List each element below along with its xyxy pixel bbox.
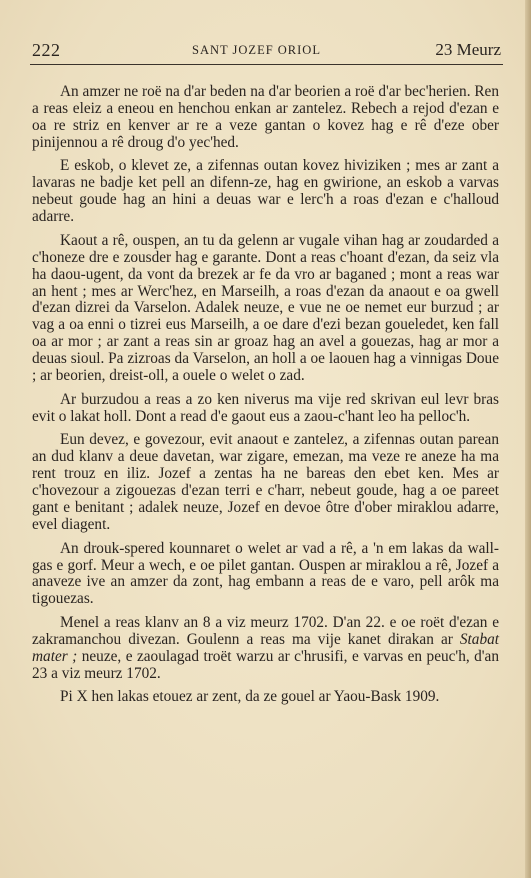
page-header [32, 40, 501, 64]
paragraph-8: Pi X hen lakas etouez ar zent, da ze gouel ar Yaou-Bask 1909. [60, 688, 440, 706]
body-text [32, 84, 499, 713]
stabat-mater-italic: Stabat mater ; [32, 630, 499, 665]
header-rule [30, 64, 503, 65]
page-edge [525, 0, 531, 878]
running-title: SANT JOZEF ORIOL [192, 43, 321, 57]
paragraph-7-end: neuze, e zaoulagad troët warzu ar c'hrusifi, e varvas en peuc'h, d'an 23 a viz meurz 1702. [32, 647, 499, 682]
header-date: 23 Meurz [435, 40, 501, 59]
paragraph-5: Eun devez, e govezour, evit anaout e zantelez, a zifennas outan parean an dud klanv a deue davetan, war zigare, emezan, ma veze re aneze ha ma rent trouz en iliz. Jozef a zentas ha ne bareas den ebet ken. Mes ar c'hovezour a zigouezas d'ezan terri e c'harr, nebeut goude, hag a oe pareet gant e benitant ; adalek neuze, Jozef en devoe ôtre d'ober miraklou adarre, evel diagent. [32, 431, 499, 533]
paragraph-1: An amzer ne roë na d'ar beden na d'ar beorien a roë d'ar bec'herien. Ren a reas eleiz a eneou en henchou enkan ar zantelez. Rebech a rejod d'ezan e oa re striz en kenver ar re a veze gantan o kovez hag e rê d'eze ober pinijennou a rê droug d'o yec'hed. [32, 83, 499, 151]
paragraph-7-start: Menel a reas klanv an 8 a viz meurz 1702. D'an 22. e oe roët d'ezan e zakramanchou divezan. Goulenn a reas ma vije kanet dirakan ar [32, 614, 499, 648]
paragraph-6: An drouk-spered kounnaret o welet ar vad a rê, a 'n em lakas da wall-gas e gorf. Meur a wech, e oe pilet gantan. Ouspen ar miraklou a rê, Jozef a anaveze ive an amzer da zont, hag embann a reas de e varo, pell arôk ma tigouezas. [32, 539, 499, 608]
paragraph-4: Ar burzudou a reas a zo ken niverus ma vije red skrivan eul levr bras evit o lakat holl. Dont a read d'e gaout eus a zaou-c'hant leo ha pelloc'h. [32, 390, 499, 425]
paragraph-7 [32, 615, 499, 683]
paragraph-2: E eskob, o klevet ze, a zifennas outan kovez hiviziken ; mes ar zant a lavaras ne badje ket pell an difenn-ze, hag en gwirione, an eskob a varvas nebeut goude hag an hini a deuas war e lerc'h a roas d'ezan e c'halloud adarre. [32, 157, 499, 226]
paragraph-3: Kaout a rê, ouspen, an tu da gelenn ar vugale vihan hag ar zoudarded a c'honeze dre e zousder hag e garante. Dont a reas c'hoant d'ezan, da seiz vla ha daou-ugent, da vont da brezek ar fe da vro ar baganed ; mont a reas war an hent ; mes ar Werc'hez, en Marseilh, a roas d'ezan da anaout e oa gwell d'ezan dizrei da Varselon. Adalek neuze, e vue ne oe nemet eur burzud ; ar vag a oa enni o tizrei eus Marseilh, a oe dare d'ezi bezan goueledet, ken fall oa ar mor ; ar zant a reas sin ar groaz hag an avel a gouezas, hag ar mor a deuas sioul. Pa zizroas da Varselon, an holl a oe laouen hag a vinnigas Doue ; ar beorien, dreist-oll, a ouele o welet o zad. [32, 231, 499, 385]
page-number: 222 [32, 40, 61, 60]
